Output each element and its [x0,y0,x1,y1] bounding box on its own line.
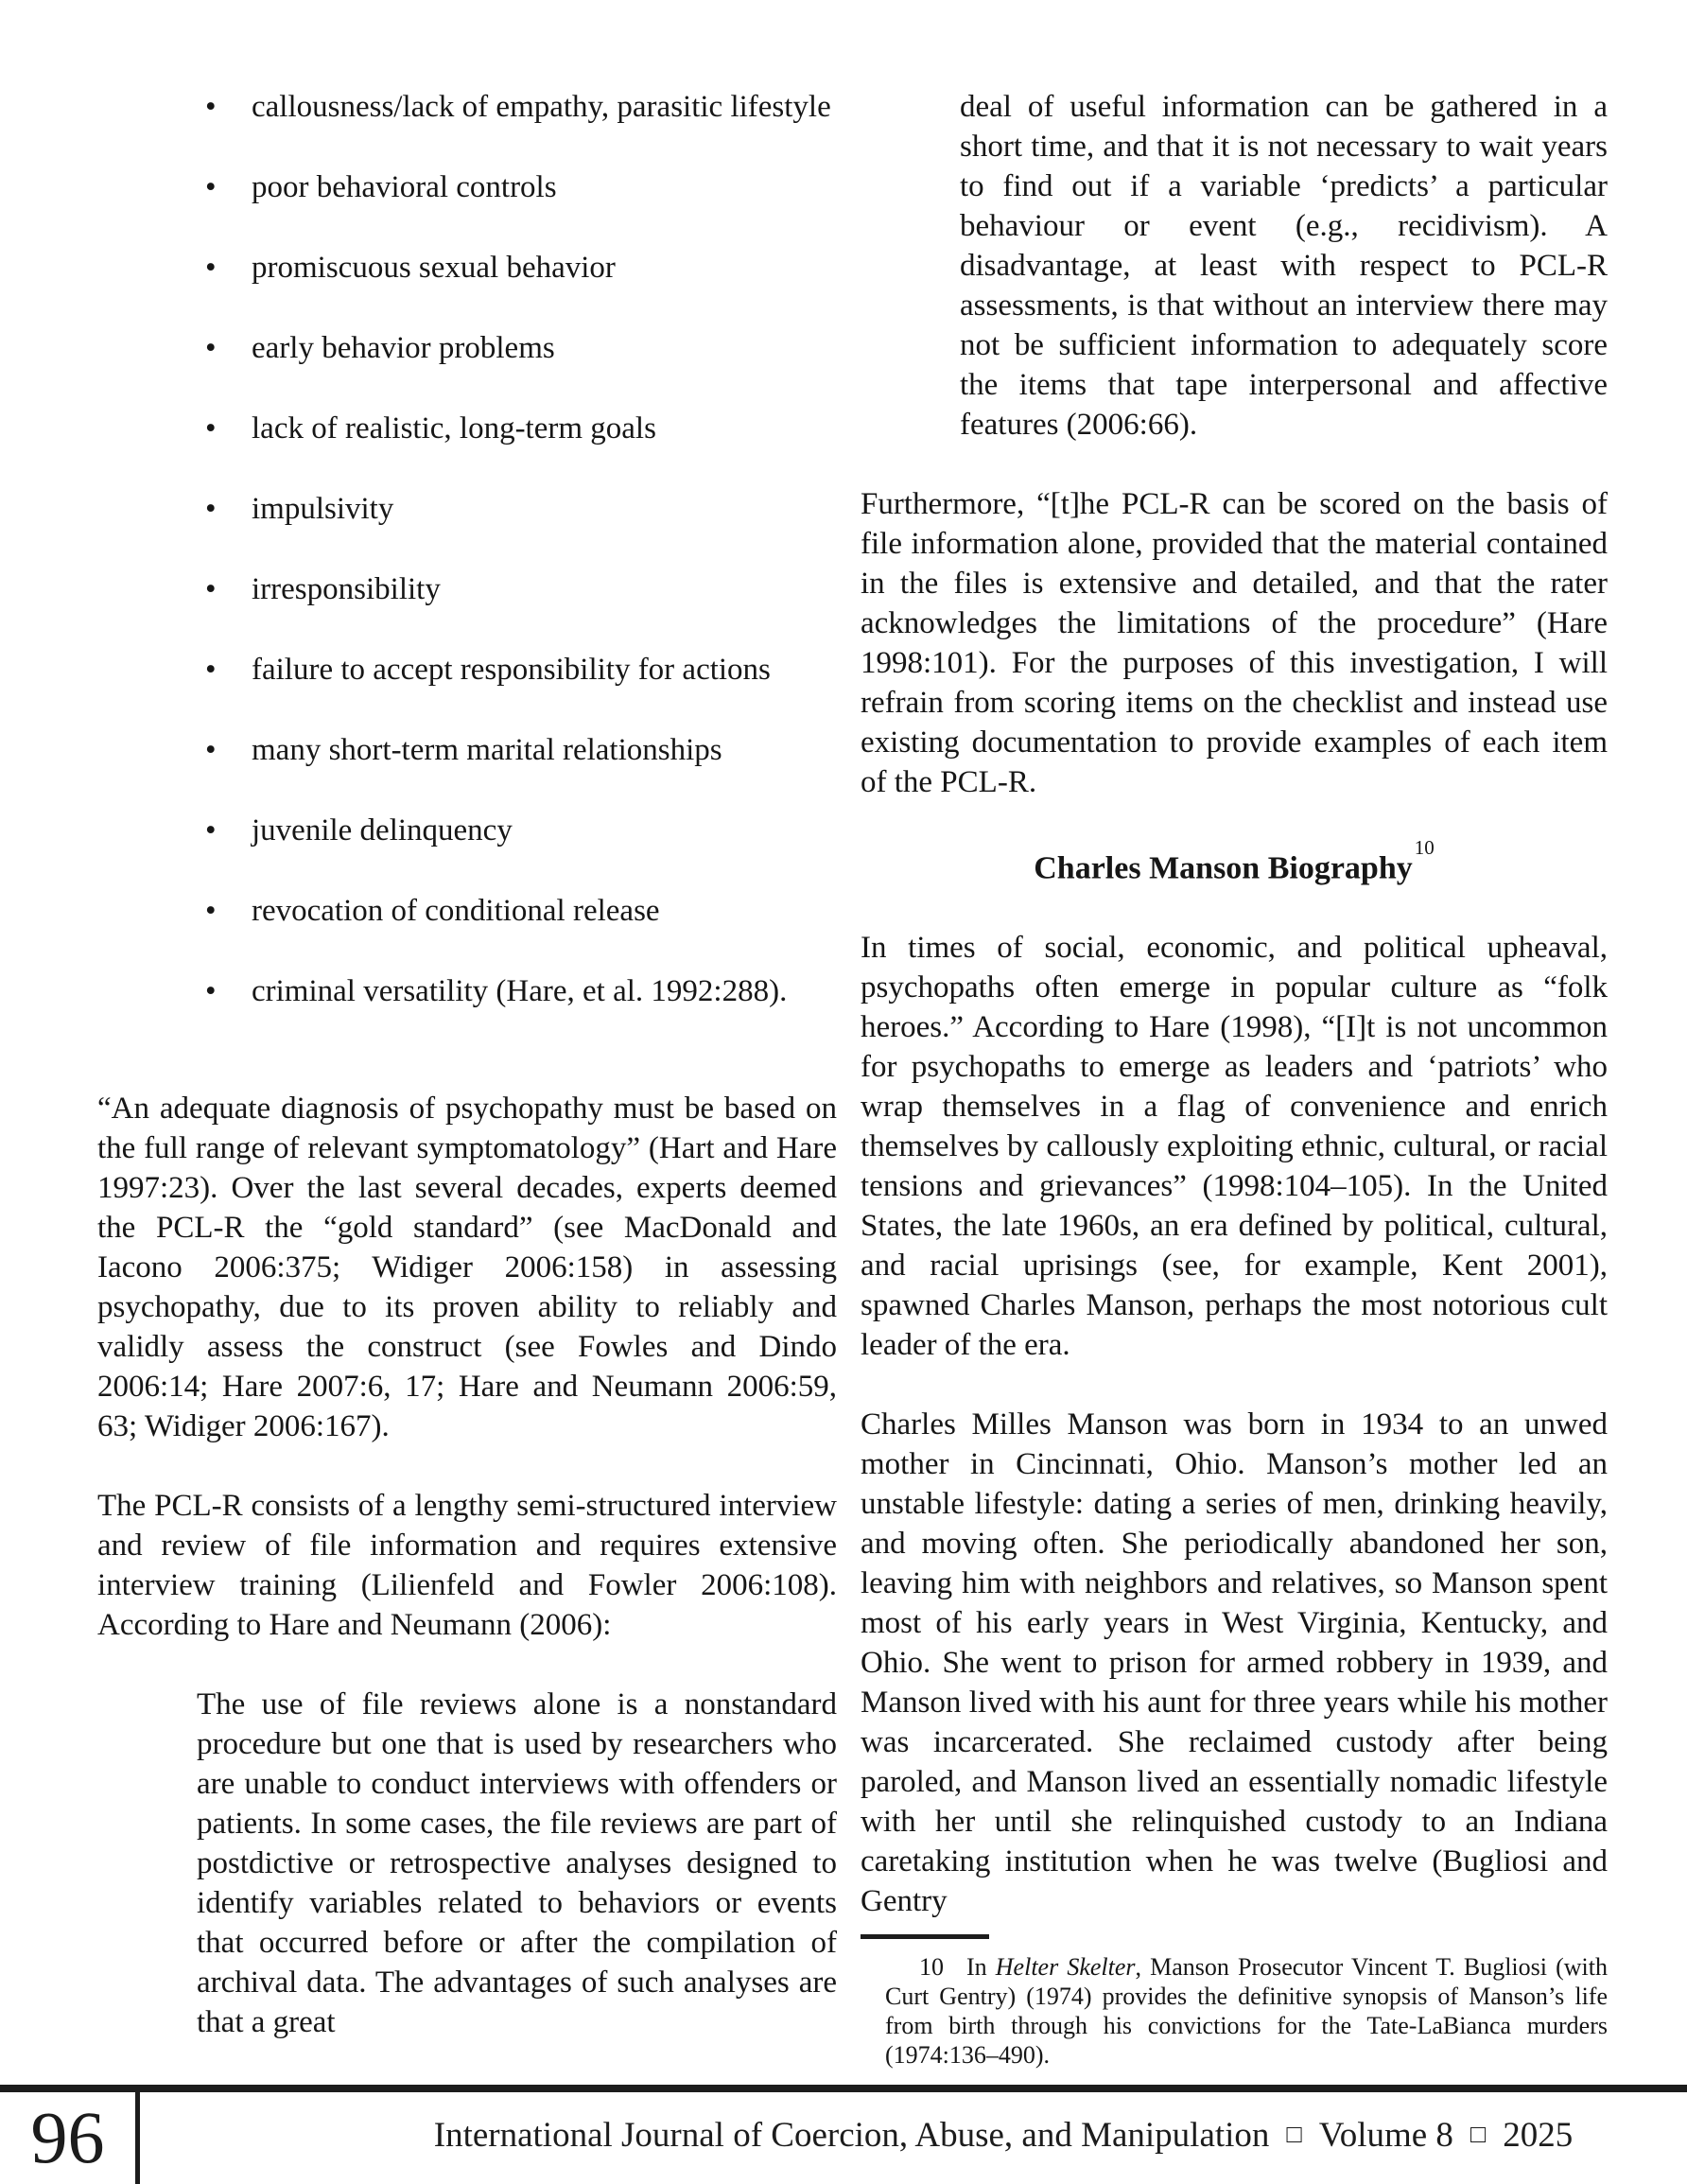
footnote-text: 10 In Helter Skelter, Manson Prosecutor Vincent T. Bugliosi (with Curt Gentry) (1974) provides the definitive synopsis of Manson’s life from birth through his convictions for the Tate-LaBianca murders (1974:136–490). [885,1953,1608,2070]
list-item [97,650,837,730]
bullet-icon: • [205,572,217,606]
blockquote-file-reviews: The use of file reviews alone is a nonstandard procedure but one that is used by researchers who are unable to conduct interviews with offenders or patients. In some cases, the file reviews are part of postdictive or retrospective analyses designed to identify variables related to behaviors or events that occurred before or after the compilation of archival data. The advantages of such analyses are that a great [197,1687,837,2039]
section-heading [861,836,1608,888]
footer-divider [0,2085,1687,2092]
paragraph-furthermore: Furthermore, “[t]he PCL-R can be scored on the basis of file information alone, provided that the material contained in the files is extensive and detailed, and that the rater acknowledges the limitations of the procedure” (Hare 1998:101). For the purposes of this investigation, I will refrain from scoring items on the checklist and instead use existing documentation to provide examples of each item of the PCL-R. [861,487,1608,799]
volume-label: Volume 8 [1318,2116,1453,2155]
list-item-text: revocation of conditional release [252,894,660,928]
list-item-text: irresponsibility [252,572,441,606]
bullet-icon: • [205,170,217,204]
paragraph-pclr-consists: The PCL-R consists of a lengthy semi-structured interview and review of file information and requires extensive interview training (Lilienfeld and Fowler 2006:108). According to Hare and Neumann (2006): [97,1489,837,1642]
list-item [97,569,837,650]
square-separator-icon: □ [1470,2120,1487,2148]
list-item-text: failure to accept responsibility for actions [252,653,771,687]
right-column [861,0,1608,2070]
list-item [97,730,837,811]
blockquote-continuation: deal of useful information can be gathered in a short time, and that it is not necessary to wait years to find out if a variable ‘predicts’ a particular behaviour or event (e.g., recidivism). A disadvantage, at least with respect to PCL-R assessments, is that without an interview there may not be sufficient information to adequately score the items that tape interpersonal and affective features (2006:66). [960,90,1608,442]
square-separator-icon: □ [1286,2120,1302,2148]
section-heading-text: Charles Manson Biography [1034,850,1413,886]
list-item-text: lack of realistic, long-term goals [252,411,656,446]
list-item [97,489,837,569]
bullet-icon: • [205,90,217,124]
bullet-icon: • [205,813,217,847]
paragraph-adequate-diagnosis: “An adequate diagnosis of psychopathy must be based on the full range of relevant symptomatology” (Hart and Hare 1997:23). Over the last several decades, experts deemed the PCL-R the “gold standard” (see MacDonald and Iacono 2006:375; Widiger 2006:158) in assessing psychopathy, due to its proven ability to reliably and validly assess the construct (see Fowles and Dindo 2006:14; Hare 2007:6, 17; Hare and Neumann 2006:59, 63; Widiger 2006:167). [97,1092,837,1443]
list-item [97,328,837,409]
list-item [97,87,837,167]
footer-journal-line [140,2115,1687,2158]
list-item-text: many short-term marital relationships [252,733,722,767]
journal-title: International Journal of Coercion, Abuse, and Manipulation [433,2116,1270,2155]
paragraph-in-times: In times of social, economic, and political upheaval, psychopaths often emerge in popular culture as “folk heroes.” According to Hare (1998), “[I]t is not uncommon for psychopaths to emerge as leaders and ‘patriots’ who wrap themselves in a flag of convenience and enrich themselves by callously exploiting ethnic, cultural, or racial tensions and grievances” (1998:104–105). In the United States, the late 1960s, an era defined by political, cultural, and racial uprisings (see, for example, Kent 2001), spawned Charles Manson, perhaps the most notorious cult leader of the era. [861,931,1608,1363]
bullet-icon: • [205,974,217,1008]
page-number: 96 [30,2096,105,2178]
list-item-text: poor behavioral controls [252,170,557,204]
book-title: Helter Skelter [995,1953,1136,1982]
list-item [97,167,837,248]
list-item-text: criminal versatility (Hare, et al. 1992:288). [252,974,788,1008]
bullet-icon: • [205,894,217,928]
list-item-text: callousness/lack of empathy, parasitic lifestyle [252,90,831,124]
left-column [97,0,837,2042]
list-item-text: impulsivity [252,492,394,526]
footnote [861,1934,1608,2070]
footnote-number: 10 [919,1953,944,1982]
bullet-icon: • [205,653,217,687]
list-item [97,409,837,489]
bullet-icon: • [205,733,217,767]
list-item-text: juvenile delinquency [252,813,513,847]
year-label: 2025 [1503,2116,1574,2155]
list-item-text: early behavior problems [252,331,555,365]
list-item [97,971,837,1052]
list-item [97,248,837,328]
footnote-reference: 10 [1414,836,1435,859]
bullet-icon: • [205,492,217,526]
bullet-icon: • [205,331,217,365]
list-item-text: promiscuous sexual behavior [252,251,616,285]
paragraph-manson-born: Charles Milles Manson was born in 1934 to an unwed mother in Cincinnati, Ohio. Manson’s mother led an unstable lifestyle: dating a series of men, drinking heavily, and moving often. She periodically abandoned her son, leaving him with neighbors and relatives, so Manson spent most of his early years in West Virginia, Kentucky, and Ohio. She went to prison for armed robbery in 1939, and Manson lived with his aunt for three years while his mother was incarcerated. She reclaimed custody after being paroled, and Manson lived an essentially nomadic lifestyle with her until she relinquished custody to an Indiana caretaking institution when he was twelve (Bugliosi and Gentry [861,1407,1608,1919]
bullet-icon: • [205,251,217,285]
footnote-divider [861,1934,989,1939]
list-item [97,811,837,891]
pclr-trait-list [97,87,837,1052]
list-item [97,891,837,971]
bullet-icon: • [205,411,217,446]
